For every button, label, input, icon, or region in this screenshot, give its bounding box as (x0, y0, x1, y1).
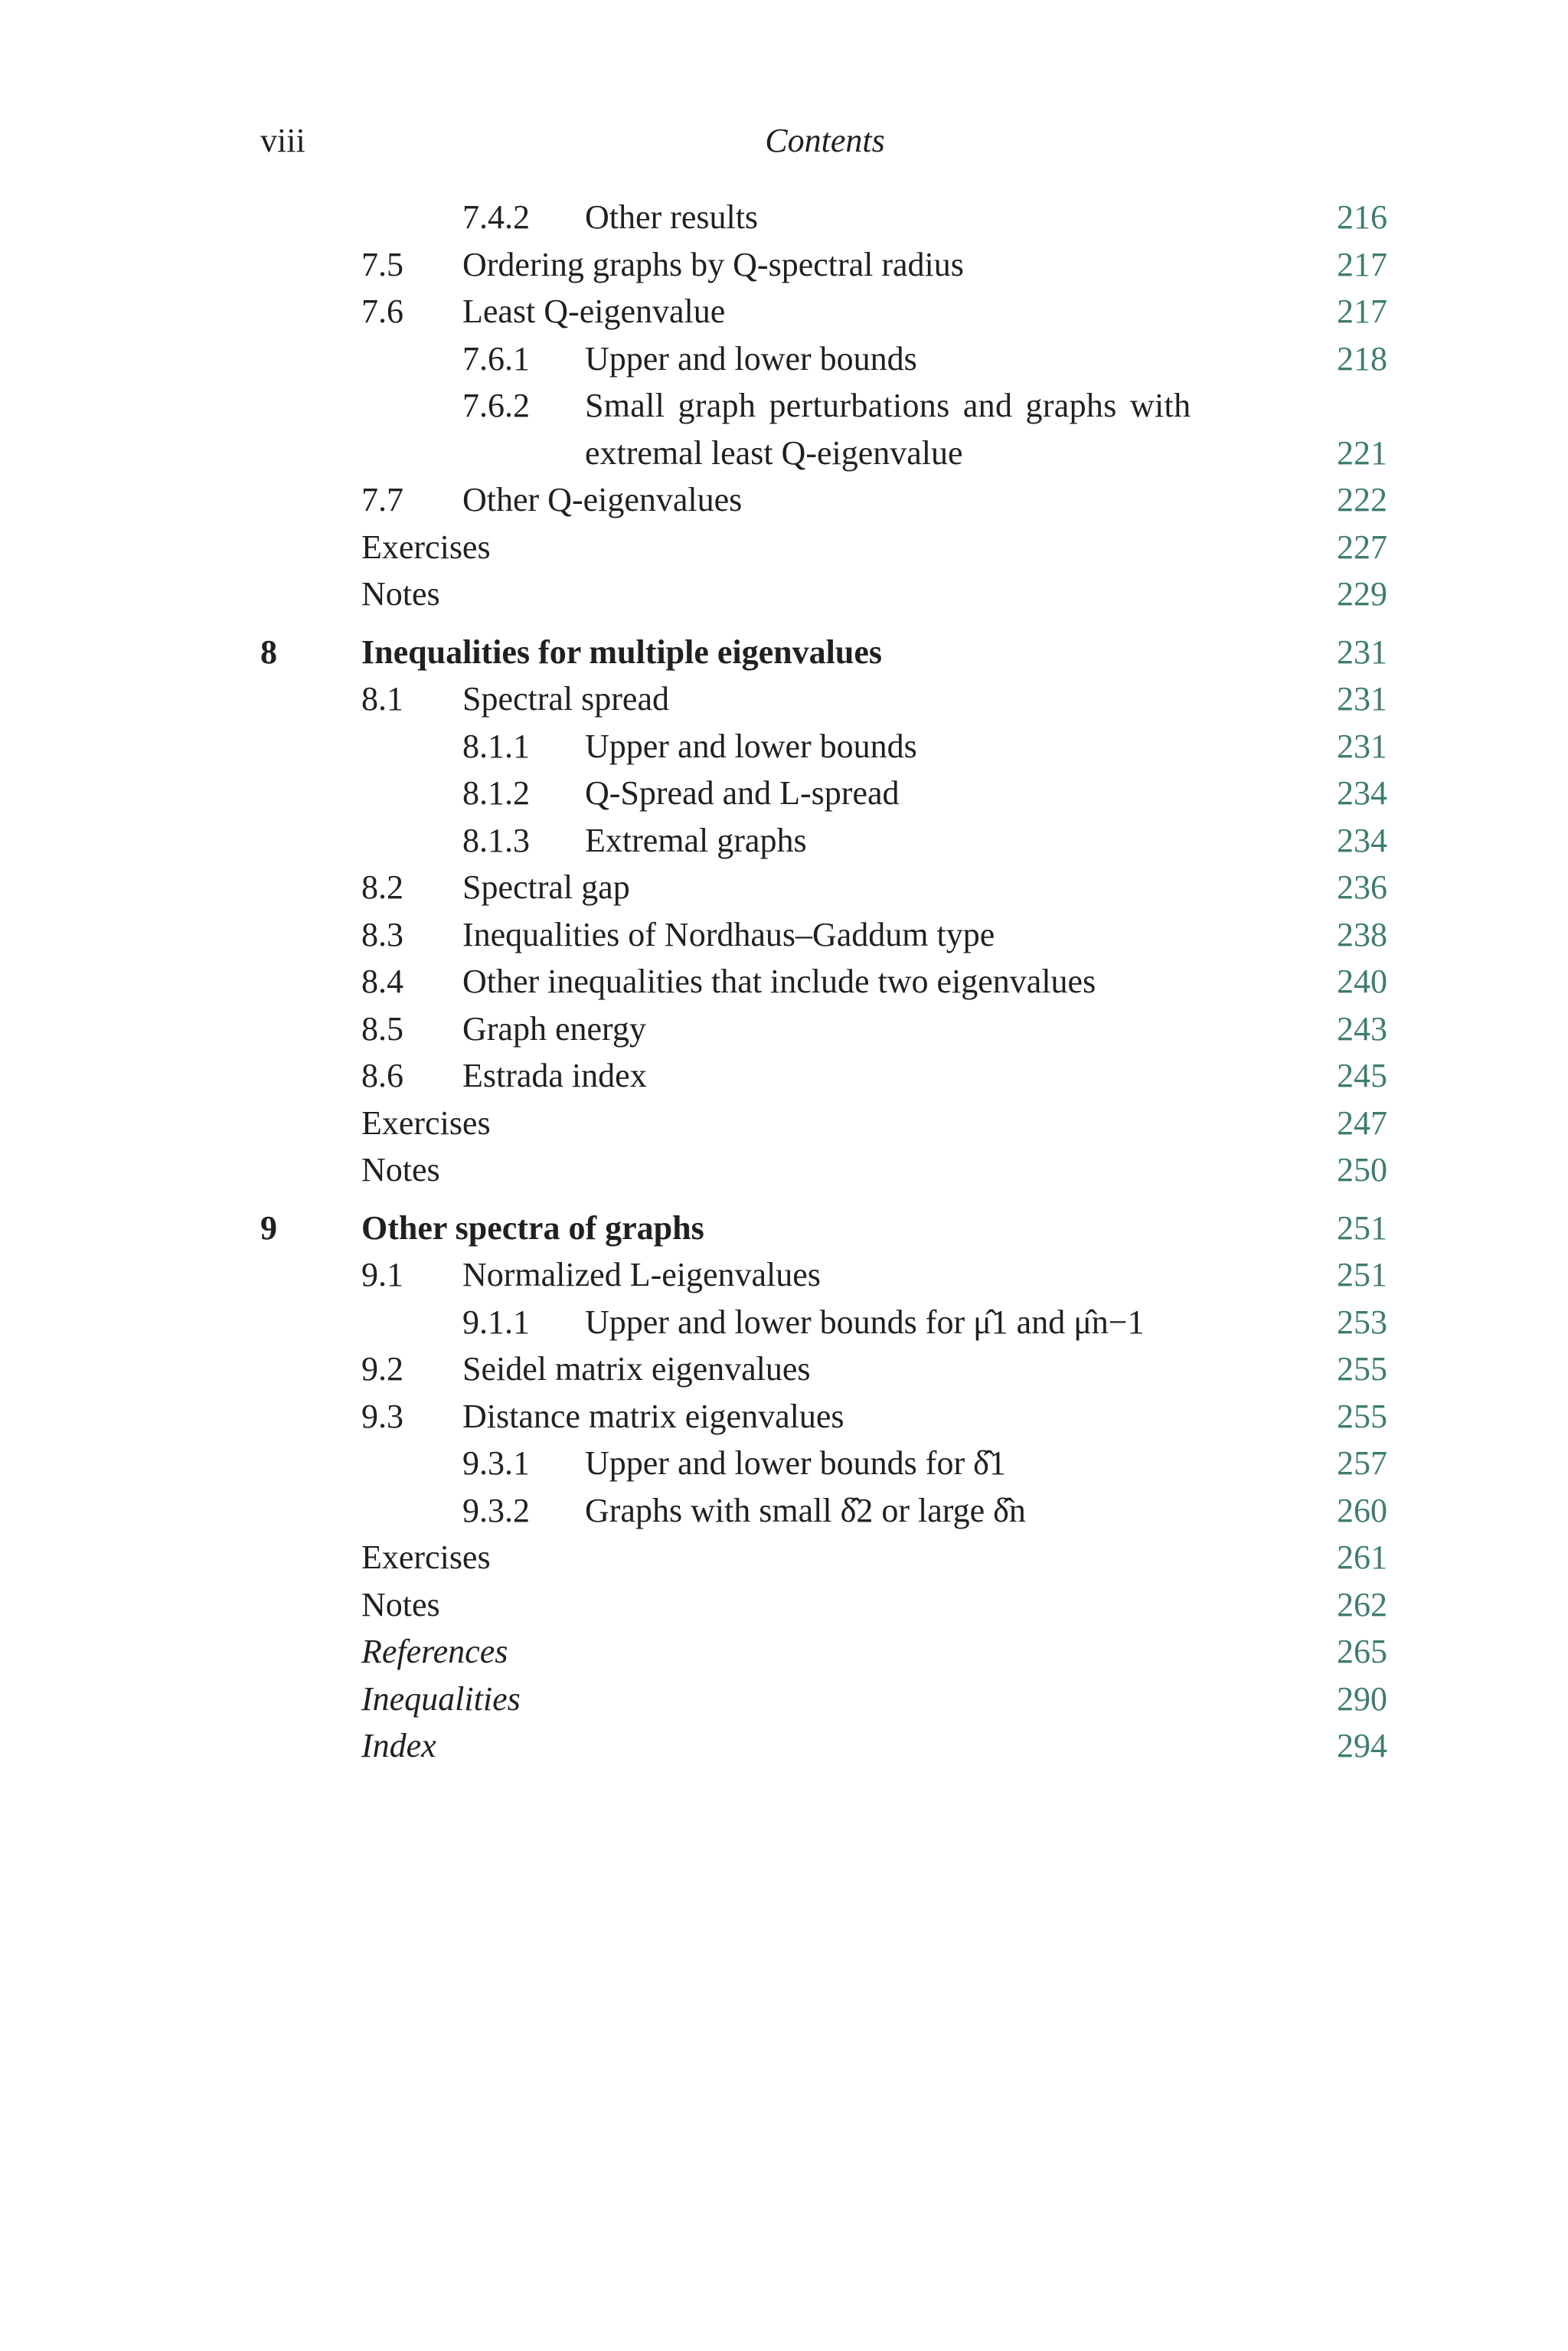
toc-entry-continuation (0, 433, 1568, 481)
toc-entry (0, 1349, 1568, 1397)
entry-page: 251 (1337, 1208, 1387, 1247)
entry-page: 294 (1337, 1727, 1387, 1764)
entry-page: 218 (1337, 339, 1387, 378)
entry-number: 7.5 (361, 245, 403, 283)
entry-page: 250 (1337, 1151, 1387, 1189)
toc-entry (0, 1397, 1568, 1444)
entry-page: 247 (1337, 1104, 1387, 1142)
toc-entry (0, 679, 1568, 727)
entry-number: 9.3.2 (462, 1491, 530, 1529)
entry-page: 231 (1337, 680, 1387, 718)
entry-page: 222 (1337, 481, 1387, 518)
entry-page: 255 (1337, 1397, 1387, 1435)
toc-entry (0, 1255, 1568, 1303)
toc-entry (0, 1632, 1568, 1679)
entry-title: Other results (585, 198, 759, 236)
entry-page: 238 (1337, 915, 1387, 953)
entry-page: 253 (1337, 1303, 1387, 1341)
entry-title: Upper and lower bounds for δ̂1 (585, 1444, 1006, 1482)
toc-entry (0, 1726, 1568, 1774)
toc-entry (0, 773, 1568, 821)
entry-title: Seidel matrix eigenvalues (462, 1350, 811, 1388)
entry-number: 9.1.1 (462, 1303, 530, 1341)
entry-page: 231 (1337, 727, 1387, 765)
toc-chapter (0, 633, 1568, 680)
entry-number: 8.5 (361, 1009, 403, 1048)
entry-title: Normalized L-eigenvalues (462, 1256, 821, 1293)
entry-number: 7.7 (361, 481, 403, 518)
entry-page: 251 (1337, 1256, 1387, 1293)
entry-number: 9.2 (361, 1350, 403, 1388)
chapter-number: 9 (260, 1208, 277, 1247)
entry-title: Upper and lower bounds (585, 339, 917, 378)
chapter-title: Inequalities for multiple eigenvalues (361, 633, 882, 671)
entry-number: 7.6.1 (462, 339, 530, 378)
toc-entry (0, 1444, 1568, 1491)
entry-number: 9.1 (361, 1256, 403, 1293)
toc-entry (0, 574, 1568, 622)
toc-entry (0, 1056, 1568, 1104)
toc-entry (0, 1585, 1568, 1633)
entry-title: Spectral gap (462, 868, 630, 906)
table-of-contents (0, 198, 1568, 1774)
toc-entry (0, 1303, 1568, 1350)
entry-title: Exercises (361, 1538, 491, 1576)
entry-page: 234 (1337, 774, 1387, 812)
toc-entry (0, 1538, 1568, 1585)
entry-title: Other Q-eigenvalues (462, 481, 743, 518)
entry-page: 234 (1337, 821, 1387, 859)
toc-entry (0, 1491, 1568, 1538)
toc-entry (0, 386, 1568, 433)
entry-title: extremal least Q-eigenvalue (585, 433, 963, 472)
entry-title: Extremal graphs (585, 821, 807, 859)
entry-number: 8.3 (361, 915, 403, 953)
entry-title: Upper and lower bounds (585, 727, 917, 765)
toc-entry (0, 962, 1568, 1009)
toc-entry (0, 339, 1568, 387)
entry-title: Graphs with small δ̂2 or large δ̂n (585, 1491, 1026, 1529)
chapter-number: 8 (260, 633, 277, 671)
entry-title: Least Q-eigenvalue (462, 293, 726, 330)
toc-entry (0, 528, 1568, 575)
entry-title: Inequalities of Nordhaus–Gaddum type (462, 915, 995, 953)
entry-number: 8.1.1 (462, 727, 530, 765)
entry-title: Distance matrix eigenvalues (462, 1397, 844, 1435)
entry-title: Index (361, 1727, 436, 1764)
toc-entry (0, 292, 1568, 339)
entry-title: Inequalities (361, 1679, 521, 1718)
toc-entry (0, 1009, 1568, 1057)
entry-page: 236 (1337, 868, 1387, 906)
page-number: viii (260, 122, 305, 159)
entry-number: 8.6 (361, 1057, 403, 1094)
entry-page: 227 (1337, 528, 1387, 566)
toc-entry (0, 727, 1568, 774)
entry-title: Ordering graphs by Q-spectral radius (462, 245, 964, 283)
entry-number: 7.4.2 (462, 198, 530, 236)
toc-entry (0, 1150, 1568, 1198)
toc-entry (0, 868, 1568, 915)
toc-entry (0, 245, 1568, 293)
entry-title: Notes (361, 1585, 440, 1623)
entry-title: Estrada index (462, 1057, 647, 1094)
entry-number: 8.1 (361, 680, 403, 718)
toc-entry (0, 1679, 1568, 1727)
entry-title: Exercises (361, 1104, 491, 1142)
entry-number: 8.4 (361, 963, 403, 1000)
entry-title: References (361, 1633, 508, 1670)
entry-title: Upper and lower bounds for μ̂1 and μ̂n−1 (585, 1303, 1145, 1341)
entry-number: 7.6 (361, 293, 403, 330)
entry-page: 221 (1337, 433, 1387, 472)
entry-page: 216 (1337, 198, 1387, 236)
entry-page: 217 (1337, 245, 1387, 283)
entry-title: Exercises (361, 528, 491, 566)
toc-entry (0, 480, 1568, 528)
entry-page: 290 (1337, 1679, 1387, 1718)
entry-page: 265 (1337, 1633, 1387, 1670)
running-title: Contents (765, 122, 885, 159)
entry-title: Spectral spread (462, 680, 669, 718)
entry-number: 8.1.2 (462, 774, 530, 812)
toc-entry (0, 915, 1568, 963)
entry-page: 240 (1337, 963, 1387, 1000)
entry-page: 217 (1337, 293, 1387, 330)
entry-title: Notes (361, 1151, 440, 1189)
entry-page: 231 (1337, 633, 1387, 671)
entry-title: Q-Spread and L-spread (585, 774, 900, 812)
entry-title: Small graph perturbations and graphs with (585, 387, 1191, 424)
entry-page: 245 (1337, 1057, 1387, 1094)
entry-page: 262 (1337, 1585, 1387, 1623)
entry-page: 255 (1337, 1350, 1387, 1388)
chapter-title: Other spectra of graphs (361, 1208, 704, 1247)
entry-number: 8.1.3 (462, 821, 530, 859)
toc-entry (0, 821, 1568, 868)
entry-number: 9.3.1 (462, 1444, 530, 1482)
entry-page: 229 (1337, 575, 1387, 613)
entry-page: 243 (1337, 1009, 1387, 1048)
toc-entry (0, 1104, 1568, 1151)
entry-page: 257 (1337, 1444, 1387, 1482)
entry-title: Notes (361, 575, 440, 613)
toc-entry (0, 198, 1568, 245)
toc-chapter (0, 1208, 1568, 1256)
entry-number: 7.6.2 (462, 387, 530, 424)
entry-page: 261 (1337, 1538, 1387, 1576)
entry-title: Other inequalities that include two eigenvalues (462, 963, 1096, 1000)
entry-number: 9.3 (361, 1397, 403, 1435)
entry-title: Graph energy (462, 1009, 646, 1048)
entry-number: 8.2 (361, 868, 403, 906)
entry-page: 260 (1337, 1491, 1387, 1529)
